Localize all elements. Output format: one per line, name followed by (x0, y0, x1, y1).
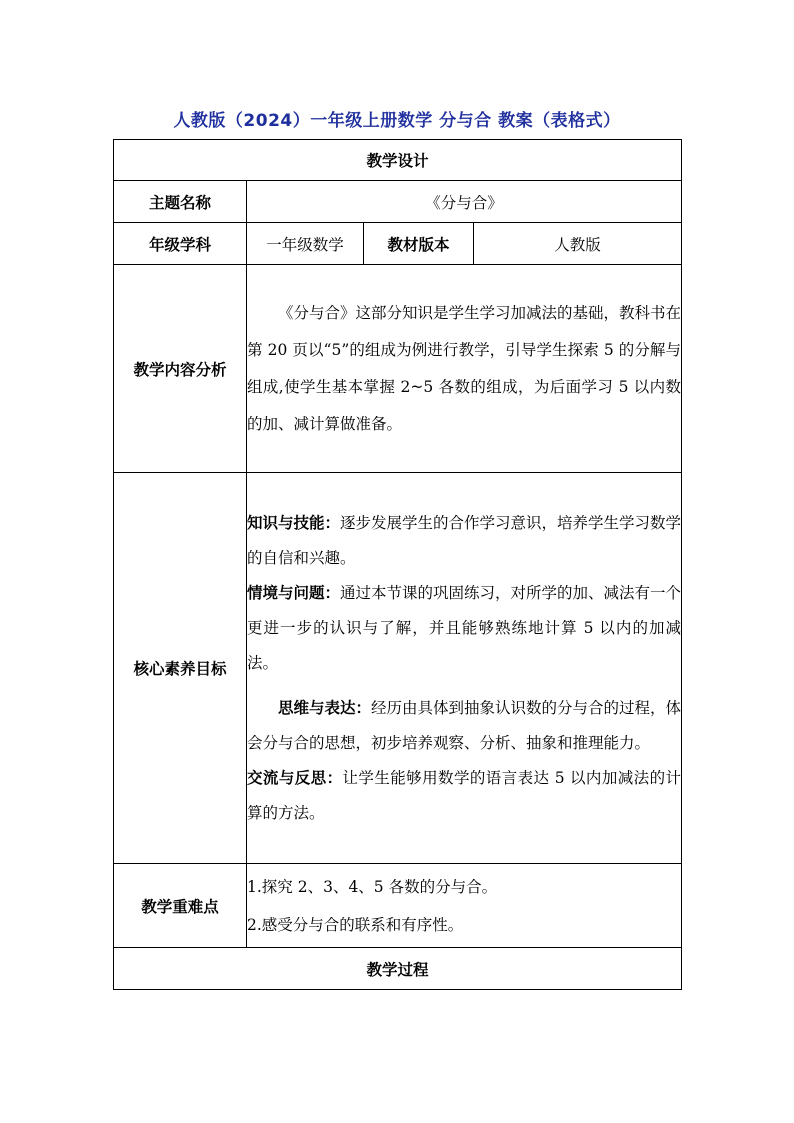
topic-row (114, 181, 682, 223)
content-analysis-text: 《分与合》这部分知识是学生学习加减法的基础，教科书在第 20 页以“5”的组成为例进行教学，引导学生探索 5 的分解与组成,使学生基本掌握 2~5 各数的组成，为后面学习 5 以内数的加、减计算做准备。 (247, 303, 682, 433)
edition-value: 人教版 (474, 223, 682, 265)
topic-value: 《分与合》 (247, 181, 682, 223)
key-points-label: 教学重难点 (114, 864, 247, 948)
goal-item (247, 691, 681, 761)
process-header: 教学过程 (114, 948, 682, 990)
process-header-row (114, 948, 682, 990)
goal-key: 情境与问题： (247, 583, 341, 602)
goal-key: 知识与技能： (247, 513, 341, 532)
grade-value: 一年级数学 (247, 223, 364, 265)
key-points-row (114, 864, 682, 948)
goal-key: 思维与表达： (278, 698, 372, 717)
goal-text: 通过本节课的巩固练习，对所学的加、减法有一个更进一步的认识与了解，并且能够熟练地计算 5 以内的加减法。 (247, 583, 682, 672)
goal-item (247, 506, 681, 576)
content-analysis-row (114, 265, 682, 473)
core-goals-label: 核心素养目标 (114, 473, 247, 864)
design-header-row (114, 140, 682, 181)
grade-label: 年级学科 (114, 223, 247, 265)
key-point-item: 1.探究 2、3、4、5 各数的分与合。 (247, 877, 498, 896)
core-goals-row (114, 473, 682, 864)
content-analysis-label: 教学内容分析 (114, 265, 247, 473)
edition-label: 教材版本 (364, 223, 474, 265)
goal-item (247, 761, 681, 831)
goal-item (247, 576, 681, 681)
key-point-item: 2.感受分与合的联系和有序性。 (247, 915, 464, 934)
document-title: 人教版（2024）一年级上册数学 分与合 教案（表格式） (173, 111, 621, 131)
goal-text: 让学生能够用数学的语言表达 5 以内加减法的计算的方法。 (247, 768, 682, 822)
grade-row (114, 223, 682, 265)
lesson-plan-table (113, 139, 682, 990)
topic-label: 主题名称 (114, 181, 247, 223)
goal-text: 逐步发展学生的合作学习意识，培养学生学习数学的自信和兴趣。 (247, 513, 682, 567)
goal-text: 经历由具体到抽象认识数的分与合的过程，体会分与合的思想，初步培养观察、分析、抽象和推理能力。 (247, 698, 682, 752)
goal-key: 交流与反思： (247, 768, 343, 787)
design-header: 教学设计 (114, 140, 682, 181)
